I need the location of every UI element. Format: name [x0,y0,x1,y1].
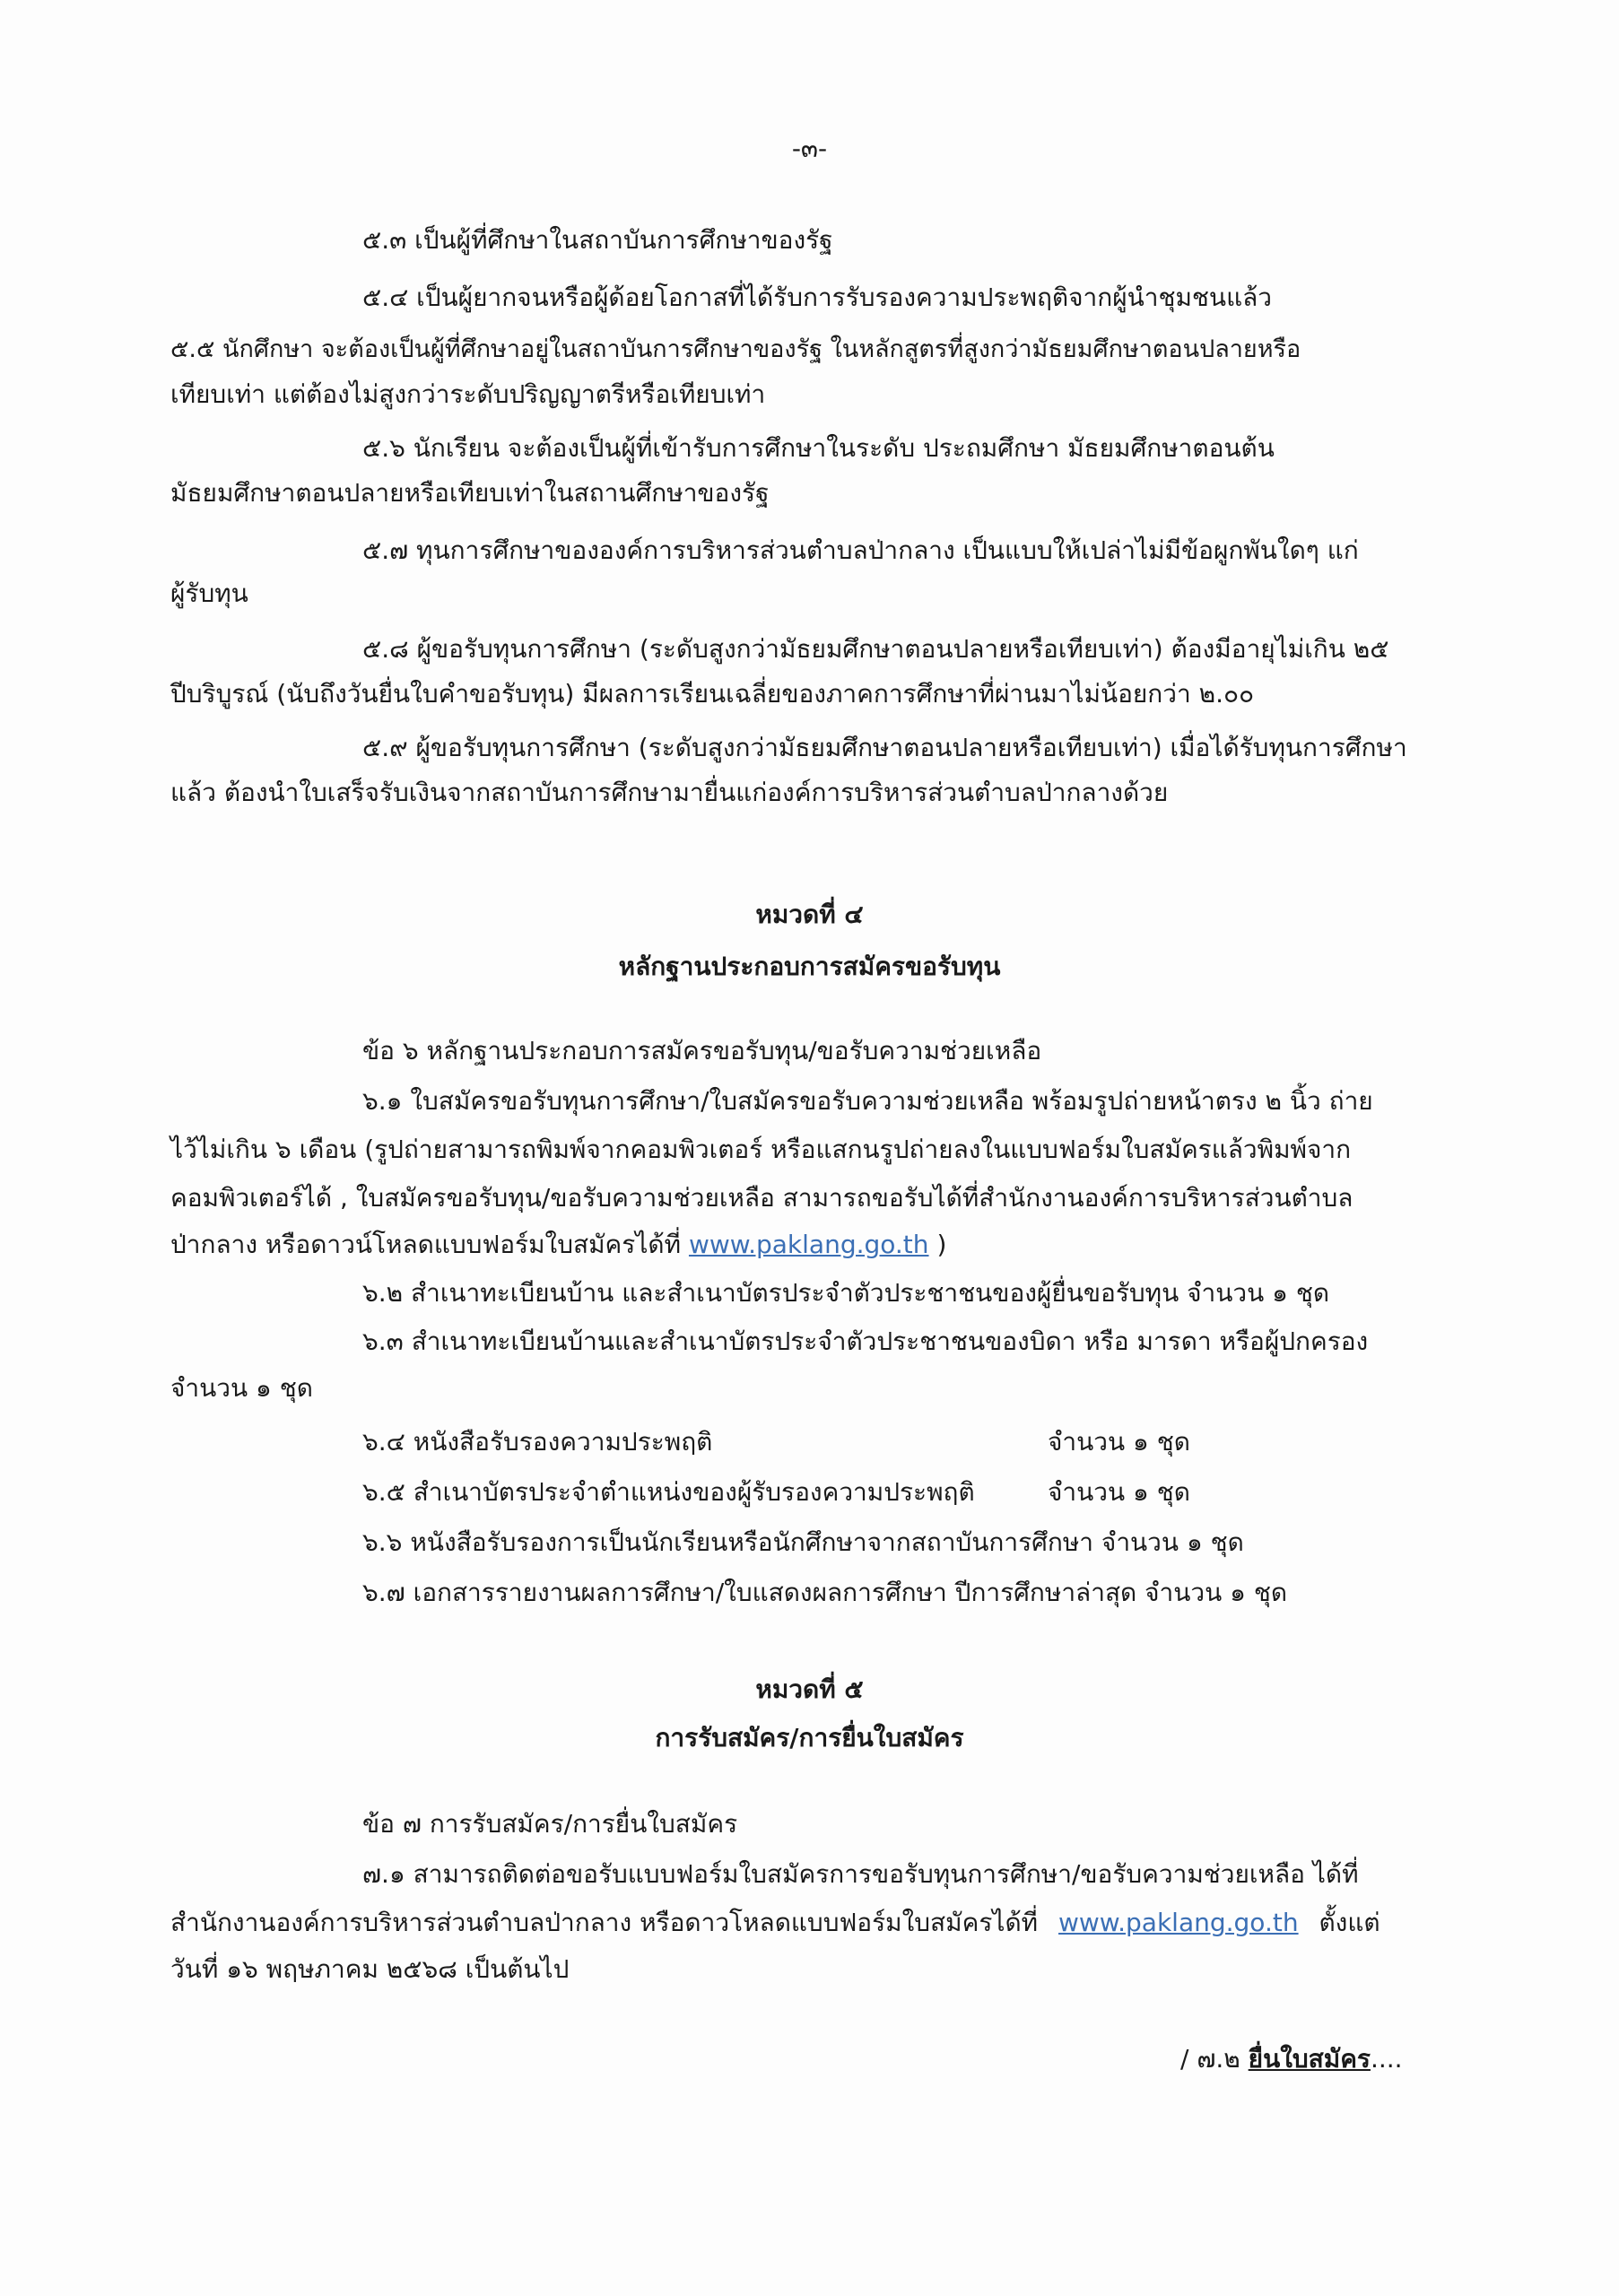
chapter-4-title: หลักฐานประกอบการสมัครขอรับทุน [618,952,1001,981]
item-6-5-name: ๖.๕ สำเนาบัตรประจำตำแหน่งของผู้รับรองความประพฤติ [362,1477,975,1507]
item-6-5-quantity: จำนวน ๑ ชุด [1048,1477,1190,1507]
item-5-9-line2: แล้ว ต้องนำใบเสร็จรับเงินจากสถาบันการศึกษามายื่นแก่องค์การบริหารส่วนตำบลป่ากลางด้วย [170,778,1169,807]
item-6-3-line2: จำนวน ๑ ชุด [170,1373,313,1403]
item-6-1-line1: ๖.๑ ใบสมัครขอรับทุนการศึกษา/ใบสมัครขอรับความช่วยเหลือ พร้อมรูปถ่ายหน้าตรง ๒ นิ้ว ถ่าย [362,1086,1373,1116]
continuation-prefix: / ๗.๒ [1180,2044,1240,2074]
item-6-5 [362,1474,1349,1510]
item-6-6: ๖.๖ หนังสือรับรองการเป็นนักเรียนหรือนักศึกษาจากสถาบันการศึกษา จำนวน ๑ ชุด [362,1527,1244,1557]
item-6-1-line3: คอมพิวเตอร์ได้ , ใบสมัครขอรับทุน/ขอรับความช่วยเหลือ สามารถขอรับได้ที่สำนักงานองค์การบริหารส่วนตำบล [170,1183,1354,1213]
item-5-6-line1: ๕.๖ นักเรียน จะต้องเป็นผู้ที่เข้ารับการศึกษาในระดับ ประถมศึกษา มัธยมศึกษาตอนต้น [362,433,1275,463]
continuation-ellipsis: .... [1370,2044,1403,2074]
item-7-1-line1: ๗.๑ สามารถติดต่อขอรับแบบฟอร์มใบสมัครการขอรับทุนการศึกษา/ขอรับความช่วยเหลือ ได้ที่ [362,1859,1359,1889]
item-5-7-line2: ผู้รับทุน [170,578,248,608]
item-5-6-line2: มัธยมศึกษาตอนปลายหรือเทียบเท่าในสถานศึกษาของรัฐ [170,478,770,508]
item-5-5-line2: เทียบเท่า แต่ต้องไม่สูงกว่าระดับปริญญาตรีหรือเทียบเท่า [170,379,766,409]
item-6-3-line1: ๖.๓ สำเนาทะเบียนบ้านและสำเนาบัตรประจำตัวประชาชนของบิดา หรือ มารดา หรือผู้ปกครอง [362,1326,1369,1356]
chapter-5-title: การรับสมัคร/การยื่นใบสมัคร [655,1723,964,1752]
item-6-1-line4-close: ) [936,1230,947,1259]
item-6-4 [362,1424,1349,1460]
item-6-4-quantity: จำนวน ๑ ชุด [1048,1427,1190,1457]
item-6-4-name: ๖.๔ หนังสือรับรองความประพฤติ [362,1427,713,1457]
website-link[interactable]: www.paklang.go.th [1058,1908,1299,1937]
website-link[interactable]: www.paklang.go.th [688,1230,929,1259]
continuation-title: ยื่นใบสมัคร [1248,2044,1371,2074]
item-5-8-line1: ๕.๘ ผู้ขอรับทุนการศึกษา (ระดับสูงกว่ามัธยมศึกษาตอนปลายหรือเทียบเท่า) ต้องมีอายุไม่เกิน ๒๕ [362,634,1389,664]
item-6-2: ๖.๒ สำเนาทะเบียนบ้าน และสำเนาบัตรประจำตัวประชาชนของผู้ยื่นขอรับทุน จำนวน ๑ ชุด [362,1278,1330,1308]
item-5-3: ๕.๓ เป็นผู้ที่ศึกษาในสถาบันการศึกษาของรัฐ [362,225,833,255]
page-number: -๓- [791,134,828,163]
item-5-9-line1: ๕.๙ ผู้ขอรับทุนการศึกษา (ระดับสูงกว่ามัธยมศึกษาตอนปลายหรือเทียบเท่า) เมื่อได้รับทุนการศึกษา [362,733,1407,762]
item-6-7: ๖.๗ เอกสารรายงานผลการศึกษา/ใบแสดงผลการศึกษา ปีการศึกษาล่าสุด จำนวน ๑ ชุด [362,1578,1288,1607]
item-5-5-line1: ๕.๕ นักศึกษา จะต้องเป็นผู้ที่ศึกษาอยู่ในสถาบันการศึกษาของรัฐ ในหลักสูตรที่สูงกว่ามัธยมศึกษาตอนปลายหรือ [170,335,1301,363]
item-7-1-line2 [170,1905,1380,1941]
item-6-1-line4 [170,1227,946,1263]
clause-7: ข้อ ๗ การรับสมัคร/การยื่นใบสมัคร [362,1809,738,1839]
item-7-1-line2-tail: ตั้งแต่ [1319,1908,1380,1937]
continuation-note [1180,2041,1403,2077]
item-5-8-line2: ปีบริบูรณ์ (นับถึงวันยื่นใบคำขอรับทุน) มีผลการเรียนเฉลี่ยของภาคการศึกษาที่ผ่านมาไม่น้อยกว่า ๒.๐๐ [170,679,1255,709]
item-5-7-line1: ๕.๗ ทุนการศึกษาขององค์การบริหารส่วนตำบลป่ากลาง เป็นแบบให้เปล่าไม่มีข้อผูกพันใดๆ แก่ [362,535,1359,565]
clause-6: ข้อ ๖ หลักฐานประกอบการสมัครขอรับทุน/ขอรับความช่วยเหลือ [362,1036,1042,1065]
item-6-1-line4-text: ป่ากลาง หรือดาวน์โหลดแบบฟอร์มใบสมัครได้ที่ [170,1230,682,1259]
item-5-4: ๕.๔ เป็นผู้ยากจนหรือผู้ด้อยโอกาสที่ได้รับการรับรองความประพฤติจากผู้นำชุมชนแล้ว [362,283,1273,312]
item-6-1-line2: ไว้ไม่เกิน ๖ เดือน (รูปถ่ายสามารถพิมพ์จากคอมพิวเตอร์ หรือแสกนรูปถ่ายลงในแบบฟอร์มใบสมัครแล้วพิมพ์จาก [170,1135,1352,1164]
chapter-5-heading: หมวดที่ ๕ [755,1674,864,1704]
item-7-1-line2-text: สำนักงานองค์การบริหารส่วนตำบลป่ากลาง หรือดาวโหลดแบบฟอร์มใบสมัครได้ที่ [170,1908,1039,1937]
chapter-4-heading: หมวดที่ ๔ [755,900,864,929]
item-7-1-line3: วันที่ ๑๖ พฤษภาคม ๒๕๖๘ เป็นต้นไป [170,1954,570,1984]
